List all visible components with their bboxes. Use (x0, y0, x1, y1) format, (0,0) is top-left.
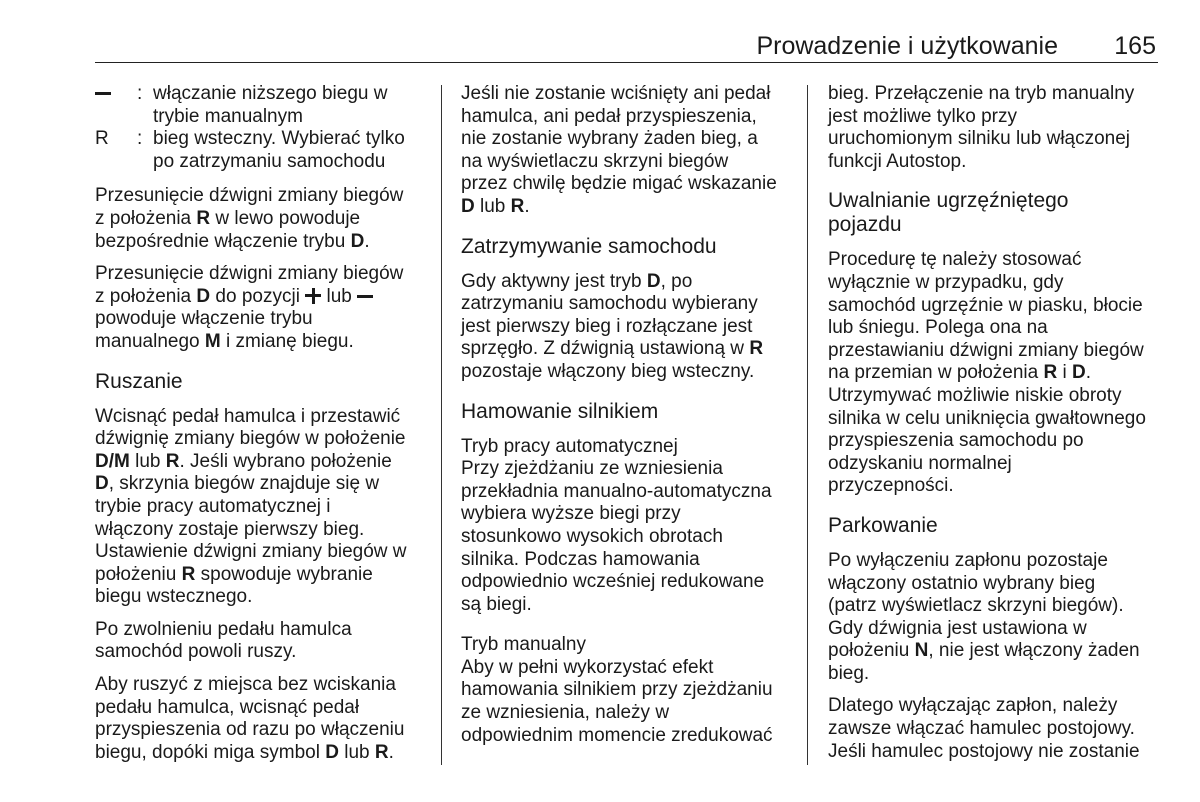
paragraph: Procedurę tę należy stosować wyłącznie w przypadku, gdy samochód ugrzęźnie w piasku, błocie lub śniegu. Polega ona na przestawianiu dźwigni zmiany biegów na przemian w położenia R i D. Utrzymywać możliwie niskie obroty silnika w celu uniknięcia gwałtownego przyspieszenia samochodu po odzyskaniu normalnej przyczepności. (828, 249, 1146, 497)
definition-term: R (95, 128, 109, 150)
paragraph: Przesunięcie dźwigni zmiany biegów z położenia D do pozycji lub powoduje włączenie trybu manualnego M i zmianę biegu. (95, 263, 404, 352)
plus-icon (305, 288, 321, 304)
section-heading: Zatrzymywanie samochodu (461, 234, 717, 258)
column-3 (828, 83, 1168, 773)
paragraph: Wcisnąć pedał hamulca i przestawić dźwignię zmiany biegów w położenie D/M lub R. Jeśli wybrano położenie D, skrzynia biegów znajduje się w trybie pracy automatycznej i włączony zostaje pierwszy bieg. Ustawienie dźwigni zmiany biegów w położeniu R spowoduje wybranie biegu wstecznego. (95, 405, 407, 608)
section-heading: Hamowanie silnikiem (461, 399, 659, 423)
definition-colon: : (137, 128, 143, 150)
column-divider-2 (807, 85, 808, 765)
minus-symbol-term (95, 83, 137, 128)
column-1 (95, 83, 435, 774)
subsection-heading: Tryb pracy automatycznej (461, 435, 678, 457)
header-rule (95, 62, 1158, 63)
header-title: Prowadzenie i użytkowanie (756, 32, 1058, 60)
paragraph: Aby w pełni wykorzystać efekt hamowania silnikiem przy zjeżdżaniu ze wzniesienia, należy w odpowiednim momencie zredukować (461, 656, 773, 746)
paragraph: Jeśli nie zostanie wciśnięty ani pedał hamulca, ani pedał przyspieszenia, nie zostanie wybrany żaden bieg, a na wyświetlaczu skrzyni biegów przez chwilę będzie migać wskazanie D lub R. (461, 83, 777, 217)
minus-icon (95, 92, 111, 95)
paragraph: Po wyłączeniu zapłonu pozostaje włączony ostatnio wybrany bieg (patrz wyświetlacz skrzyni biegów). Gdy dźwignia jest ustawiona w położeniu N, nie jest włączony żaden bieg. (828, 549, 1140, 684)
column-divider-1 (441, 85, 442, 765)
definition-desc: włączanie niższego biegu w trybie manualnym (153, 83, 388, 127)
subsection-heading: Tryb manualny (461, 634, 586, 656)
paragraph: Dlatego wyłączając zapłon, należy zawsze włączać hamulec postojowy. Jeśli hamulec postojowy nie zostanie (828, 695, 1140, 762)
definition-row (95, 83, 435, 128)
paragraph: Aby ruszyć z miejsca bez wciskania pedału hamulca, wcisnąć pedał przyspieszenia od razu po włączeniu biegu, dopóki miga symbol D lub R. (95, 674, 405, 763)
page-number: 165 (1114, 32, 1156, 60)
definition-list (95, 83, 435, 173)
section-heading: Uwalnianie ugrzęźniętego pojazdu (828, 189, 1069, 237)
minus-icon (357, 295, 373, 298)
definition-colon: : (137, 83, 143, 104)
definition-desc: bieg wsteczny. Wybierać tylko po zatrzymaniu samochodu (153, 128, 405, 172)
paragraph: Przy zjeżdżaniu ze wzniesienia przekładnia manualno-automatyczna wybiera wyższe biegi przy stosunkowo wysokich obrotach silnika. Podczas hamowania odpowiednio wcześniej redukowane są biegi. (461, 458, 772, 615)
paragraph: bieg. Przełączenie na tryb manualny jest możliwe tylko przy uruchomionym silniku lub włączonej funkcji Autostop. (828, 83, 1135, 172)
section-heading: Ruszanie (95, 369, 183, 393)
paragraph: Gdy aktywny jest tryb D, po zatrzymaniu samochodu wybierany jest pierwszy bieg i rozłączane jest sprzęgło. Z dźwignią ustawioną w R pozostaje włączony bieg wsteczny. (461, 270, 764, 382)
definition-row (95, 128, 435, 173)
paragraph: Po zwolnieniu pedału hamulca samochód powoli ruszy. (95, 618, 352, 663)
section-heading: Parkowanie (828, 513, 938, 537)
column-2 (461, 83, 801, 757)
paragraph: Przesunięcie dźwigni zmiany biegów z położenia R w lewo powoduje bezpośrednie włączenie trybu D. (95, 185, 404, 252)
